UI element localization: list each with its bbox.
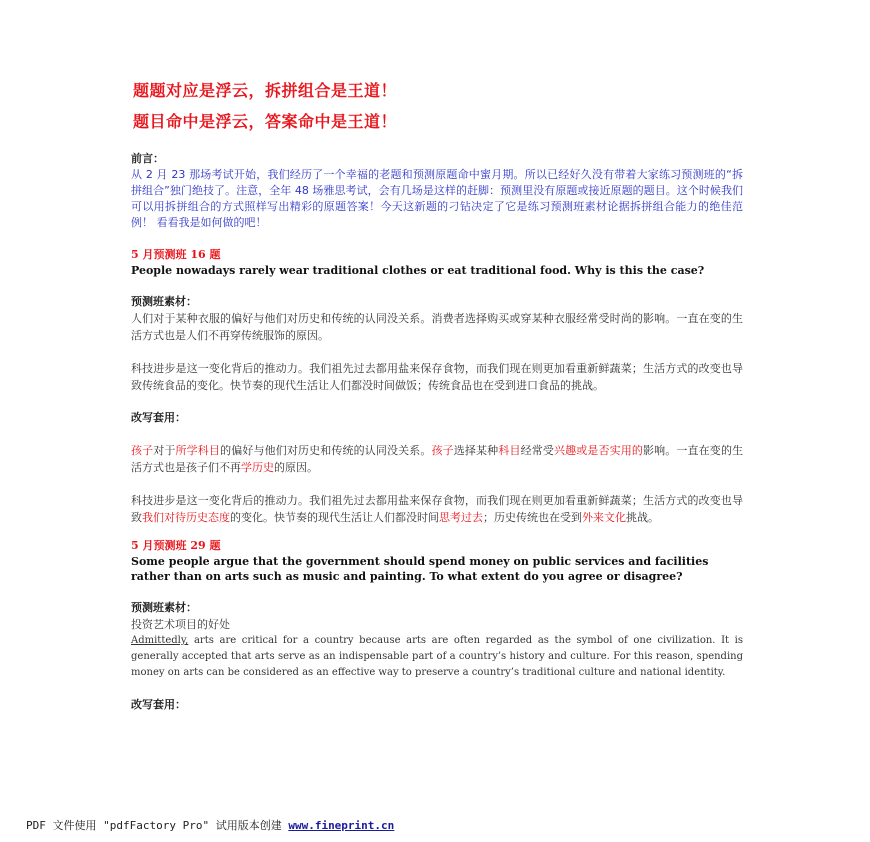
section1-question: People nowadays rarely wear traditional clothes or eat traditional food. Why is this the case? [131,264,705,277]
highlight-phrase: 孩子 [431,444,454,457]
highlight-phrase: 外来文化 [582,511,626,524]
text-run: 的原因。 [274,461,318,474]
highlight-phrase: 思考过去 [439,511,483,524]
headline-1: 题题对应是浮云，拆拼组合是王道！ [133,81,398,100]
admittedly-word: Admittedly, [131,635,189,646]
highlight-phrase: 所学科目 [175,444,221,457]
preface-text: 从 2 月 23 那场考试开始，我们经历了一个幸福的老题和预测原题命中蜜月期。所以已经好久没有带着大家练习预测班的“拆拼组合”独门绝技了。注意，全年 48 场雅思考试，会有几场是这样的赶脚：预测里没有原题或接近原题的题目。这个时候我们可以用拆拼组合的方式照样写出精彩的原题答案！今天这新题的刁钻决定了它是练习预测班素材论据拆拼组合能力的绝佳范例！ 看看我是如何做的吧！ [131,168,743,229]
section2-material-label: 预测班素材： [131,601,197,614]
highlight-phrase: 兴趣或是否实用的 [553,444,644,457]
section1-material-p1: 人们对于某种衣服的偏好与他们对历史和传统的认同没关系。消费者选择购买或穿某种衣服经常受时尚的影响。一直在变的生活方式也是人们不再穿传统服饰的原因。 [131,312,743,342]
section2-material-english-body: arts are critical for a country because arts are often regarded as the symbol of one civilization. It is generally accepted that arts serve as an indispensable part of a country’s history and culture. For this reason, spending money on arts can be considered as an effective way to preserve a country’s traditional culture and national identity. [131,635,743,678]
headline-2: 题目命中是浮云，答案命中是王道！ [133,112,398,131]
section1-material-label: 预测班素材： [131,295,197,308]
text-run: 影响。一直在变的生活方式也是孩子们不再 [131,444,744,474]
highlight-phrase: 科目 [498,444,521,457]
text-run: 科技进步是这一变化背后的推动力。我们祖先过去都用盐来保存食物，而我们现在则更加看重新鲜蔬菜；生活方式的改变也导致 [131,494,743,524]
text-run: 的变化。快节奏的现代生活让人们都没时间 [230,511,439,524]
text-run: 选择某种 [453,444,499,457]
text-run: 挑战。 [626,511,659,524]
footer-text: PDF 文件使用 "pdfFactory Pro" 试用版本创建 [26,819,289,832]
text-run: 对于 [153,444,176,457]
highlight-phrase: 我们对待历史态度 [142,511,230,524]
section1-rewrite-p1 [131,442,743,476]
section2-rewrite-label: 改写套用： [131,698,186,711]
highlight-phrase: 学历史 [241,461,274,474]
section2-question: Some people argue that the government should spend money on public services and facilities rather than on arts such as music and painting. To what extent do you agree or disagree? [131,555,709,583]
highlight-phrase: 孩子 [131,444,154,457]
section1-material-p2: 科技进步是这一变化背后的推动力。我们祖先过去都用盐来保存食物，而我们现在则更加看重新鲜蔬菜；生活方式的改变也导致传统食品的变化。快节奏的现代生活让人们都没时间做饭；传统食品也在受到进口食品的挑战。 [131,362,743,392]
section1-rewrite-p2 [131,492,743,526]
section2-material-subtitle: 投资艺术项目的好处 [131,618,230,631]
text-run: 经常受 [520,444,554,457]
section2-material-english [131,633,743,681]
text-run: ；历史传统也在受到 [483,511,582,524]
section1-rewrite-label: 改写套用： [131,411,186,424]
section2-heading: 5 月预测班 29 题 [131,539,221,552]
pdf-footer [26,817,394,833]
document-body [131,151,743,713]
text-run: 的偏好与他们对历史和传统的认同没关系。 [220,444,432,457]
fineprint-link[interactable]: www.fineprint.cn [288,819,395,832]
preface-label: 前言： [131,152,164,165]
section1-heading: 5 月预测班 16 题 [131,248,221,261]
